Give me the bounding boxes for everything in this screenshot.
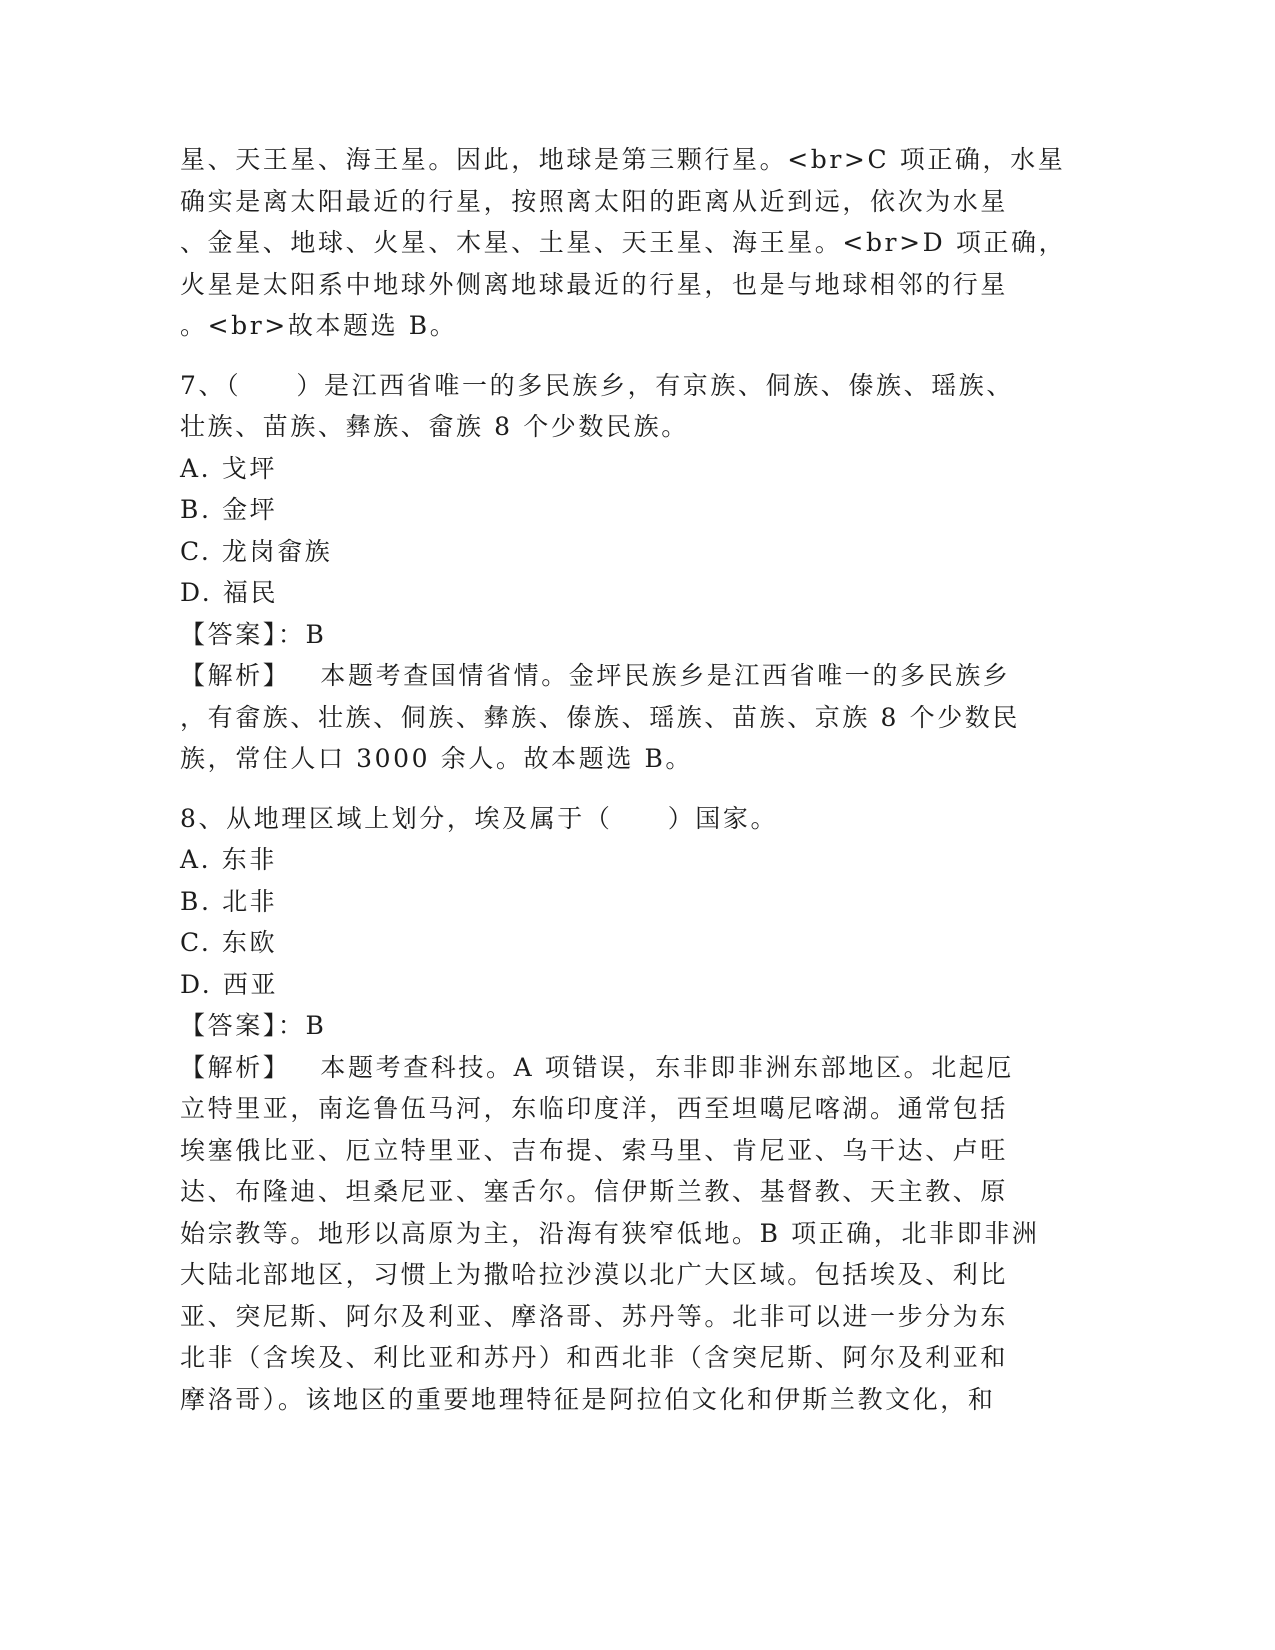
question-stem: 7、（ ）是江西省唯一的多民族乡，有京族、侗族、傣族、瑶族、 bbox=[180, 370, 1015, 400]
option-b: B. 北非 bbox=[180, 886, 278, 916]
document-content bbox=[180, 139, 1080, 1420]
analysis-label: 【解析】 bbox=[180, 1052, 291, 1082]
analysis-line: 北非（含埃及、利比亚和苏丹）和西北非（含突尼斯、阿尔及利亚和 bbox=[180, 1343, 1009, 1372]
text-line: 星、天王星、海王星。因此，地球是第三颗行星。<br>C 项正确，水星 bbox=[180, 145, 1066, 174]
option-c: C. 龙岗畲族 bbox=[180, 536, 333, 566]
analysis-line bbox=[180, 655, 1080, 697]
analysis-text: 本题考查科技。A 项错误，东非即非洲东部地区。北起厄 bbox=[320, 1052, 1015, 1082]
analysis-line: 始宗教等。地形以高原为主，沿海有狭窄低地。B 项正确，北非即非洲 bbox=[180, 1218, 1040, 1248]
option-a: A. 东非 bbox=[180, 845, 277, 874]
analysis-line: 摩洛哥）。该地区的重要地理特征是阿拉伯文化和伊斯兰教文化，和 bbox=[180, 1384, 996, 1414]
answer-line: 【答案】：B bbox=[180, 1011, 327, 1040]
text-line: 火星是太阳系中地球外侧离地球最近的行星，也是与地球相邻的行星 bbox=[180, 269, 1009, 299]
question-stem: 壮族、苗族、彝族、畲族 8 个少数民族。 bbox=[180, 412, 689, 441]
text-line: 确实是离太阳最近的行星，按照离太阳的距离从近到远，依次为水星 bbox=[180, 186, 1009, 216]
option-b: B. 金坪 bbox=[180, 495, 278, 524]
option-c: C. 东欧 bbox=[180, 928, 278, 957]
analysis-line bbox=[180, 1047, 1080, 1089]
analysis-line: 立特里亚，南迄鲁伍马河，东临印度洋，西至坦噶尼喀湖。通常包括 bbox=[180, 1094, 1009, 1123]
text-line: 、金星、地球、火星、木星、土星、天王星、海王星。<br>D 项正确， bbox=[180, 228, 1067, 257]
question-stem: 8、从地理区域上划分，埃及属于（ ）国家。 bbox=[180, 803, 779, 833]
analysis-line: 亚、突尼斯、阿尔及利亚、摩洛哥、苏丹等。北非可以进一步分为东 bbox=[180, 1301, 1009, 1331]
analysis-line: 大陆北部地区，习惯上为撒哈拉沙漠以北广大区域。包括埃及、利比 bbox=[180, 1260, 1009, 1289]
analysis-text: 本题考查国情省情。金坪民族乡是江西省唯一的多民族乡 bbox=[320, 661, 1011, 690]
analysis-line: 达、布隆迪、坦桑尼亚、塞舌尔。信伊斯兰教、基督教、天主教、原 bbox=[180, 1177, 1009, 1206]
question-7 bbox=[180, 365, 1080, 780]
analysis-line: 族，常住人口 3000 余人。故本题选 B。 bbox=[180, 744, 694, 773]
answer-line: 【答案】：B bbox=[180, 619, 327, 649]
option-d: D. 福民 bbox=[180, 578, 279, 607]
analysis-line: ，有畲族、壮族、侗族、彝族、傣族、瑶族、苗族、京族 8 个少数民 bbox=[180, 702, 1021, 732]
analysis-line: 埃塞俄比亚、厄立特里亚、吉布提、索马里、肯尼亚、乌干达、卢旺 bbox=[180, 1135, 1009, 1165]
text-line: 。<br>故本题选 B。 bbox=[180, 311, 458, 340]
analysis-label: 【解析】 bbox=[180, 661, 291, 690]
option-d: D. 西亚 bbox=[180, 969, 279, 999]
question-8 bbox=[180, 798, 1080, 1421]
option-a: A. 戈坪 bbox=[180, 453, 277, 483]
previous-analysis-continuation bbox=[180, 139, 1080, 347]
